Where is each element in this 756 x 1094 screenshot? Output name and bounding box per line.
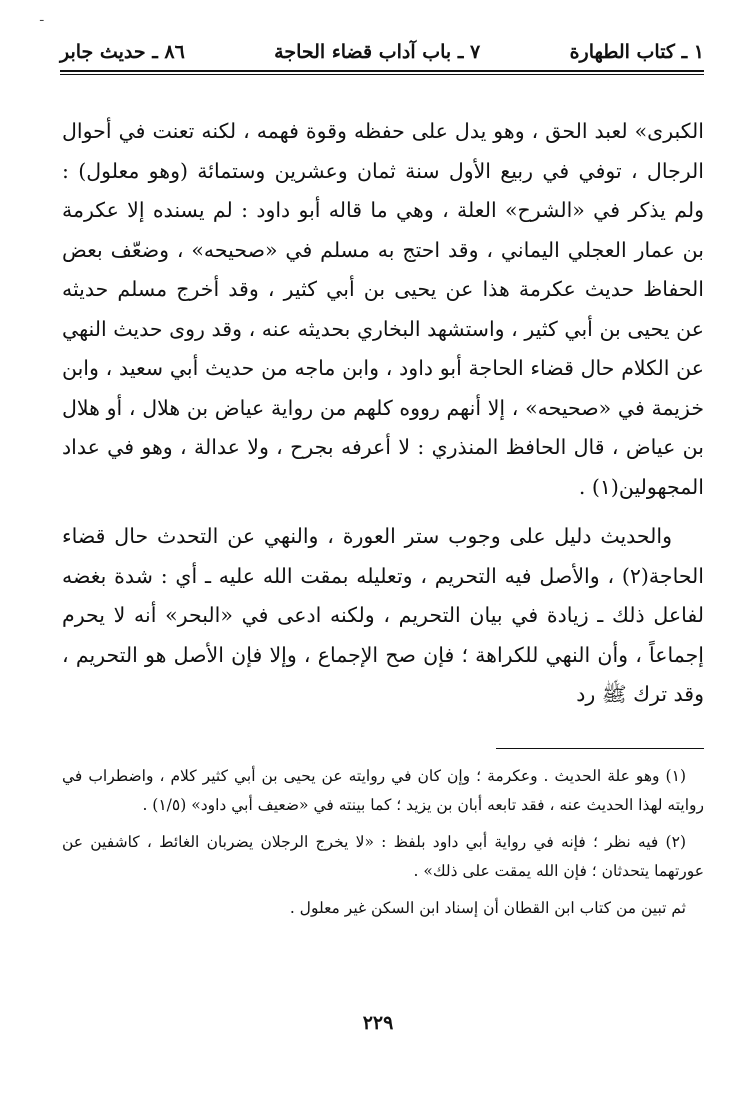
page-number: ٢٢٩ — [362, 1012, 394, 1034]
body-paragraph-2: والحديث دليل على وجوب ستر العورة ، والنهي عن التحدث حال قضاء الحاجة(٢) ، والأصل فيه التحريم ، وتعليله بمقت الله عليه ـ أي : شدة بغضه لفاعل ذلك ـ زيادة في بيان التحريم ، ولكنه ادعى في «البحر» أنه لا يحرم إجماعاً ، وأن النهي للكراهة ؛ فإن صح الإجماع ، وإلا فإن الأصل هو التحريم ، وقد ترك ﷺ رد — [62, 524, 704, 706]
footnote-2: (٢) فيه نظر ؛ فإنه في رواية أبي داود بلفظ : «لا يخرج الرجلان يضربان الغائط ، كاشفين عن عورتهما يتحدثان ؛ فإن الله يمقت على ذلك» . — [62, 833, 704, 880]
header-rule — [60, 70, 704, 72]
running-header — [60, 36, 704, 68]
footnote-1: (١) وهو علة الحديث . وعكرمة ؛ وإن كان في روايته عن يحيى بن أبي كثير كلام ، واضطراب في روايته لهذا الحديث عنه ، فقد تابعه أبان بن يزيد ؛ كما بينته في «ضعيف أبي داود» (١/٥) . — [62, 767, 704, 814]
header-book-title: ١ ـ كتاب الطهارة — [569, 41, 704, 63]
header-chapter-title: ٧ ـ باب آداب قضاء الحاجة — [274, 41, 481, 63]
header-rule-thin — [60, 74, 704, 75]
body-paragraph-1: الكبرى» لعبد الحق ، وهو يدل على حفظه وقوة فهمه ، لكنه تعنت في أحوال الرجال ، توفي في ربيع الأول سنة ثمان وعشرين وستمائة (وهو معلول) : ولم يذكر في «الشرح» العلة ، وهي ما قاله أبو داود : لم يسنده إلا عكرمة بن عمار العجلي اليماني ، وقد احتج به مسلم في «صحيحه» ، وضعّف بعض الحفاظ حديث عكرمة هذا عن يحيى بن أبي كثير ، وقد أخرج مسلم حديثه عن يحيى بن أبي كثير ، واستشهد البخاري بحديثه عنه ، وقد روى حديث النهي عن الكلام حال قضاء الحاجة أبو داود ، وابن ماجه من حديث أبي سعيد ، وابن خزيمة في «صحيحه» ، إلا أنهم رووه كلهم من رواية عياض بن هلال ، أو هلال بن عياض ، قال الحافظ المنذري : لا أعرفه بجرح ، ولا عدالة ، وهو في عداد المجهولين(١) . — [62, 119, 704, 499]
footnote-3: ثم تبين من كتاب ابن القطان أن إسناد ابن السكن غير معلول . — [289, 899, 686, 917]
header-hadith-title: ٨٦ ـ حديث جابر — [60, 41, 185, 63]
corner-mark: ـ — [40, 10, 44, 24]
main-text — [62, 112, 704, 715]
footnotes — [62, 762, 704, 923]
footnote-separator — [496, 748, 704, 749]
